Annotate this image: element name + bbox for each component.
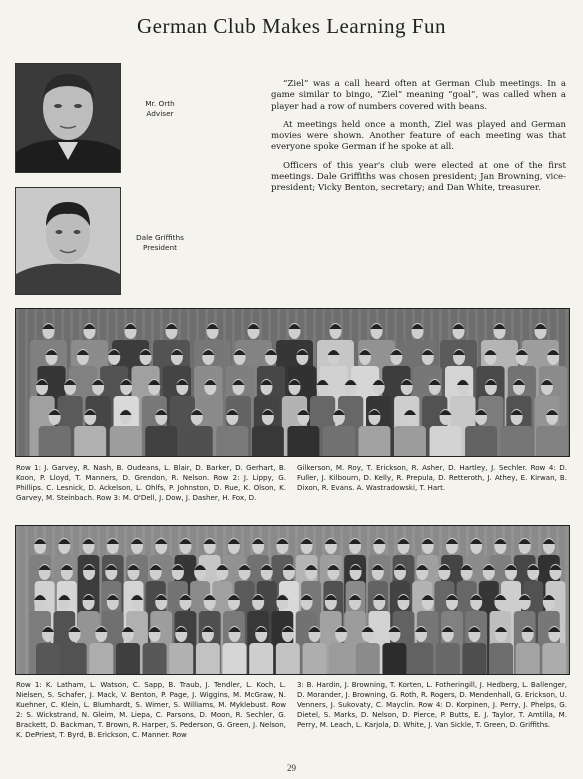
article-paragraph-1: “Ziel” was a call heard often at German Club meetings. In a game similar to bingo, “Ziel” meaning “goal”, was called when a player had a row of numbers covered with beans.: [271, 79, 566, 112]
article-body: [271, 79, 566, 202]
article-paragraph-3: Officers of this year's club were elected at one of the first meetings. Dale Griffiths was chosen president; Jan Browning, vice-president; Vicky Benton, secretary; and Dan White, treasurer.: [271, 160, 566, 194]
president-portrait: [15, 187, 121, 295]
roster-1-left: Row 1: J. Garvey, R. Nash, B. Oudeans, L. Blair, D. Barker, D. Gerhart, B. Koon, P. Lloyd, T. Manners, D. Grendon, R. Nelson. Row 2: J. Lippy, G. Phillips. C. Lesnick, D. Ackelson, L. Ohlfs, P. Johnston, D. Rue, K. Olson, K. Garvey, M. Steinbach. Row 3: M. O'Dell, J. Dow, J. Dasher, H. Fox, D.: [16, 463, 286, 502]
article-paragraph-2: At meetings held once a month, Ziel was played and German movies were shown. Another feature of each meeting was that everyone spoke German if he spoke at all.: [271, 119, 566, 153]
roster-1-right: Gilkerson, M. Roy, T. Erickson, R. Asher, D. Hartley, J. Sechler. Row 4: D. Fuller, J. Kilbourn, D. Kelly, R. Prepula, D. Retteroth, J. Athey, E. Kirwan, B. Dixon, R. Evans. A. Wastradowski, T. Hart.: [297, 463, 567, 492]
roster-2-right: 3: B. Hardin, J. Browning, T. Korten, L. Fotheringill, J. Hedberg, L. Ballenger, D. Morander, J. Browning, G. Roth, R. Rogers, D. Mendenhall, G. Erickson, U. Venners, J. Sukovaty, C. Mayclin. Row 4: D. Korpinen, J. Perry, J. Phelps, G. Dietel, S. Marks, D. Nelson, D. Pierce, P. Butts, E. J. Taylor, T. Amtilla, M. Perry, M. Leach, L. Karjola, D. White, J. Van Sickle, T. Green, D. Griffiths.: [297, 680, 567, 729]
adviser-name: Mr. Orth: [145, 99, 175, 108]
president-name: Dale Griffiths: [136, 233, 184, 242]
president-caption: [125, 233, 195, 252]
adviser-caption: [125, 99, 195, 118]
group-photo-2: [15, 525, 570, 675]
page-title: German Club Makes Learning Fun: [137, 14, 446, 38]
page-number: 29: [287, 763, 296, 773]
group-photo-1: [15, 308, 570, 457]
president-role: President: [142, 242, 178, 252]
adviser-role: Adviser: [146, 108, 174, 118]
roster-2-left: Row 1: K. Latham, L. Watson, C. Sapp, B. Traub, J. Tendler, L. Koch, L. Nielsen, S. Schafer, J. Mack, V. Benton, P. Page, J. Wiggins, M. McGraw, N. Kuehner, C. Klein, L. Blumhardt, S. Wimer, S. Williams, M. Myklebust. Row 2: S. Wickstrand, N. Gleim, M. Liepa, C. Parsons, D. Moon, R. Sechler, G. Brackett, D. Backman, T. Brown, R. Harper, S. Pederson, G. Green, J. Nelson, K. DePriest, T. Byrd, B. Erickson, C. Manner. Row: [16, 680, 286, 739]
adviser-portrait: [15, 63, 121, 173]
